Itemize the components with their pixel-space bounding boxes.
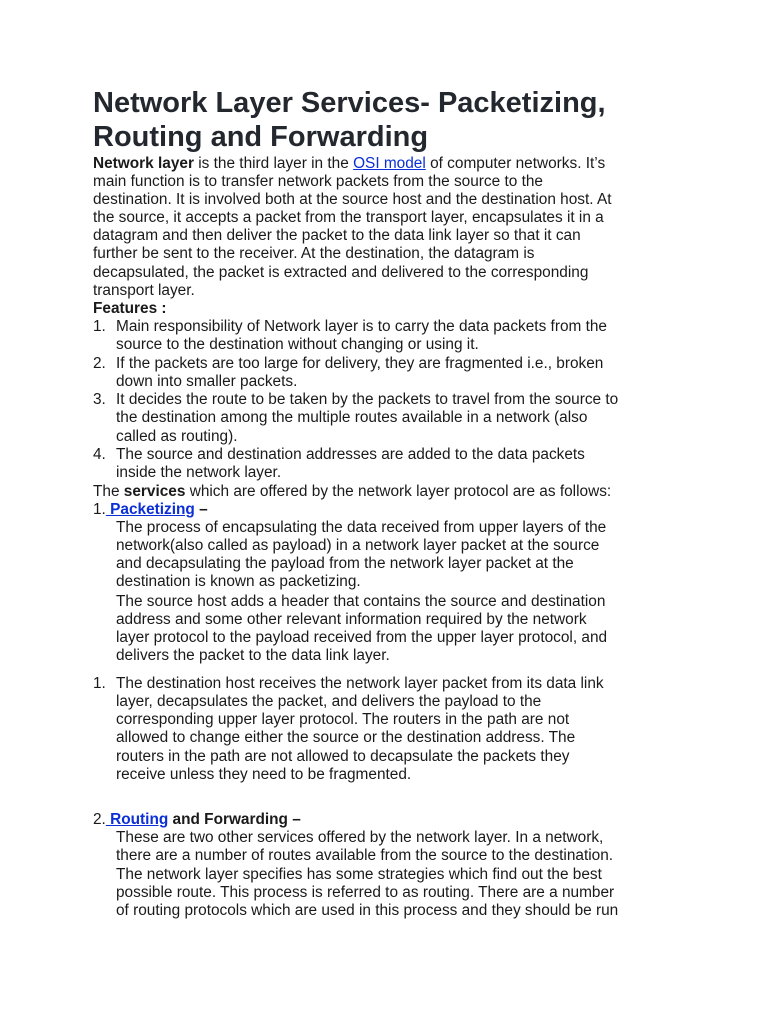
packetizing-line: network(also called as payload) in a network layer packet at the source: [116, 537, 600, 554]
routing-line: These are two other services offered by the network layer. In a network,: [116, 829, 604, 846]
intro-line: datagram and then deliver the packet to the data link layer so that it can: [93, 227, 581, 244]
routing-line: possible route. This process is referred to as routing. There are a number: [116, 884, 615, 901]
services-text-a: The: [93, 483, 124, 500]
services-text-b: which are offered by the network layer protocol are as follows:: [185, 483, 612, 500]
destination-line: allowed to change either the source or the destination address. The: [116, 729, 576, 746]
feature-line: the destination among the multiple routes available in a network (also: [116, 409, 588, 426]
routing-bold: and Forwarding –: [168, 811, 301, 828]
packetizing-line: The source host adds a header that contains the source and destination: [116, 593, 606, 610]
feature-number: 3.: [93, 391, 106, 408]
destination-line: corresponding upper layer protocol. The routers in the path are not: [116, 711, 570, 728]
routing-line: of routing protocols which are used in this process and they should be run: [116, 902, 619, 919]
feature-line: The source and destination addresses are added to the data packets: [116, 446, 585, 463]
packetizing-heading: [93, 501, 208, 519]
routing-heading: [93, 811, 301, 829]
services-bold: services: [123, 483, 186, 500]
intro-line: transport layer.: [93, 282, 195, 299]
packetizing-line: The process of encapsulating the data received from upper layers of the: [116, 519, 607, 536]
routing-number: 2.: [93, 811, 106, 828]
title-line-1: Network Layer Services- Packetizing,: [93, 87, 606, 119]
routing-line: there are a number of routes available from the source to the destination.: [116, 847, 614, 864]
destination-line: layer, decapsulates the packet, and delivers the payload to the: [116, 693, 542, 710]
packetizing-link[interactable]: Packetizing: [105, 501, 195, 518]
packetizing-line: address and some other relevant information required by the network: [116, 611, 587, 628]
destination-line: routers in the path are not allowed to decapsulate the packets they: [116, 748, 570, 765]
intro-text-b: of computer networks. It’s: [425, 155, 606, 172]
feature-number: 4.: [93, 446, 106, 463]
features-heading-text: Features :: [93, 300, 167, 317]
destination-number: 1.: [93, 675, 106, 692]
page-title: [93, 86, 693, 154]
intro-line: decapsulated, the packet is extracted and delivered to the corresponding: [93, 264, 589, 281]
packetizing-number: 1.: [93, 501, 106, 518]
feature-number: 1.: [93, 318, 106, 335]
feature-line: called as routing).: [116, 428, 238, 445]
features-heading: [93, 300, 167, 318]
intro-line: further be sent to the receiver. At the destination, the datagram is: [93, 245, 535, 262]
intro-line: main function is to transfer network packets from the source to the: [93, 173, 543, 190]
osi-model-link[interactable]: OSI model: [353, 155, 426, 172]
feature-line: source to the destination without changing or using it.: [116, 336, 479, 353]
title-line-2: Routing and Forwarding: [93, 121, 429, 153]
feature-line: down into smaller packets.: [116, 373, 298, 390]
packetizing-line: and decapsulating the payload from the network layer packet at the: [116, 555, 574, 572]
packetizing-line: layer protocol to the payload received from the upper layer protocol, and: [116, 629, 608, 646]
destination-line: The destination host receives the network layer packet from its data link: [116, 675, 604, 692]
feature-line: It decides the route to be taken by the packets to travel from the source to: [116, 391, 619, 408]
services-intro: [93, 483, 611, 501]
routing-line: The network layer specifies has some strategies which find out the best: [116, 866, 602, 883]
feature-number: 2.: [93, 355, 106, 372]
routing-link[interactable]: Routing: [105, 811, 169, 828]
packetizing-dash: –: [194, 501, 208, 518]
packetizing-line: delivers the packet to the data link layer.: [116, 647, 390, 664]
intro-line: the source, it accepts a packet from the transport layer, encapsulates it in a: [93, 209, 604, 226]
feature-line: If the packets are too large for delivery, they are fragmented i.e., broken: [116, 355, 604, 372]
intro-line-1: [93, 155, 605, 173]
intro-bold-term: Network layer: [93, 155, 194, 172]
feature-line: inside the network layer.: [116, 464, 282, 481]
intro-line: destination. It is involved both at the source host and the destination host. At: [93, 191, 612, 208]
destination-line: receive unless they need to be fragmented.: [116, 766, 412, 783]
packetizing-line: destination is known as packetizing.: [116, 573, 361, 590]
intro-text-a: is the third layer in the: [193, 155, 354, 172]
feature-line: Main responsibility of Network layer is to carry the data packets from the: [116, 318, 607, 335]
